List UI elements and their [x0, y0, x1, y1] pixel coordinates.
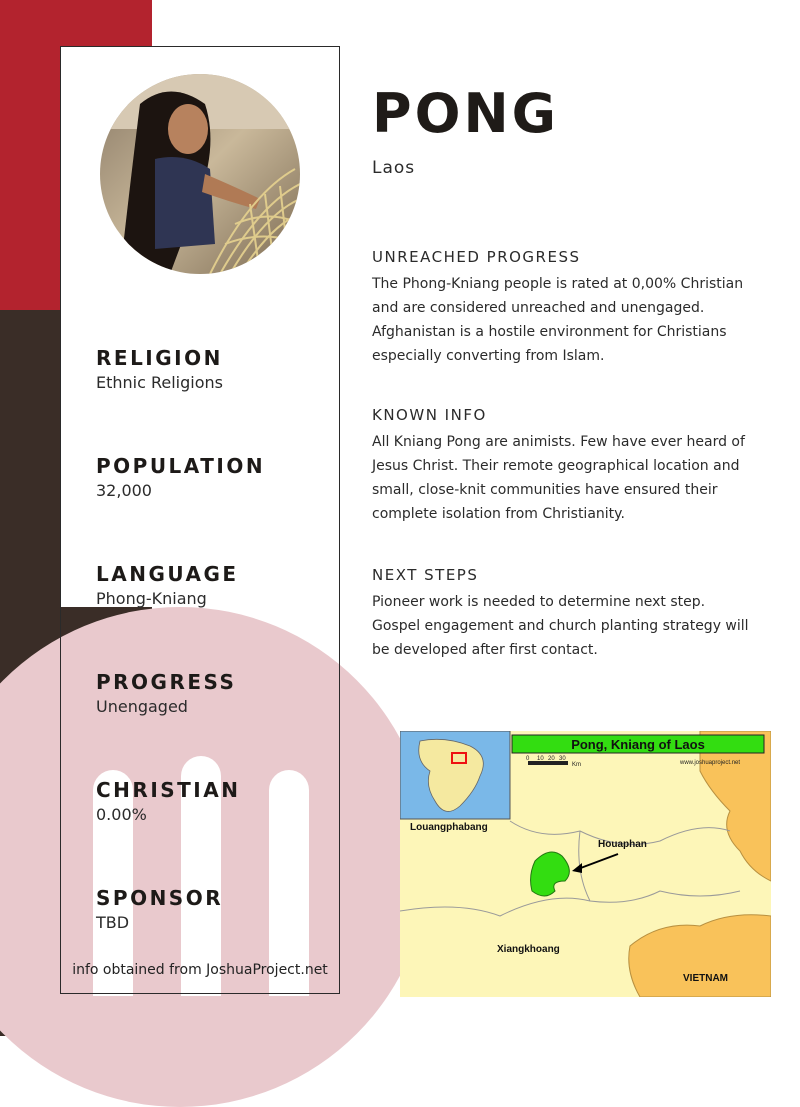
- stat-label: PROGRESS: [96, 670, 237, 694]
- stat-value: 32,000: [96, 481, 152, 500]
- section-body: All Kniang Pong are animists. Few have ever heard of Jesus Christ. Their remote geographical location and small, close-knit communities have ensured their complete isolation from Christianity.: [372, 434, 745, 522]
- scale-tick: 20: [548, 756, 555, 762]
- section-unreached-progress: [372, 248, 752, 368]
- country-subtitle: Laos: [372, 158, 416, 178]
- map-label-xiangkhoang: Xiangkhoang: [497, 944, 560, 955]
- stat-label: SPONSOR: [96, 886, 224, 910]
- section-heading: KNOWN INFO: [372, 406, 487, 424]
- stat-sponsor: [96, 886, 223, 932]
- stat-progress: [96, 670, 236, 716]
- scale-unit: Km: [572, 762, 581, 768]
- section-body: Pioneer work is needed to determine next step. Gospel engagement and church planting strategy will be developed after first contact.: [372, 594, 749, 658]
- section-heading: UNREACHED PROGRESS: [372, 248, 581, 266]
- stat-value: TBD: [96, 913, 130, 932]
- section-body: The Phong-Kniang people is rated at 0,00% Christian and are considered unreached and unengaged. Afghanistan is a hostile environment for Christians especially converting from Islam.: [372, 276, 744, 364]
- map-label-houaphan: Houaphan: [598, 839, 647, 850]
- stat-label: CHRISTIAN: [96, 778, 241, 802]
- stat-population: [96, 454, 265, 500]
- source-footer: info obtained from JoshuaProject.net: [72, 962, 328, 978]
- stat-christian: [96, 778, 240, 824]
- map-label-louangphabang: Louangphabang: [410, 822, 488, 833]
- stat-label: LANGUAGE: [96, 562, 239, 586]
- stat-religion: [96, 346, 223, 392]
- map-source: www.joshuaproject.net: [680, 760, 741, 766]
- portrait-photo: [100, 74, 300, 274]
- map-title: Pong, Kniang of Laos: [571, 737, 705, 752]
- stat-value: 0.00%: [96, 805, 147, 824]
- stat-label: POPULATION: [96, 454, 266, 478]
- region-map: [400, 731, 771, 997]
- scale-tick: 30: [559, 756, 566, 762]
- stat-value: Unengaged: [96, 697, 188, 716]
- page-title: PONG: [372, 82, 559, 145]
- scale-tick: 10: [537, 756, 544, 762]
- stat-language: [96, 562, 239, 608]
- section-known-info: [372, 406, 752, 526]
- stat-value: Ethnic Religions: [96, 373, 223, 392]
- stat-value: Phong-Kniang: [96, 589, 207, 608]
- map-label-vietnam: VIETNAM: [683, 973, 728, 984]
- section-heading: NEXT STEPS: [372, 566, 479, 584]
- stat-label: RELIGION: [96, 346, 223, 370]
- scale-tick: 0: [526, 756, 530, 762]
- section-next-steps: [372, 566, 752, 662]
